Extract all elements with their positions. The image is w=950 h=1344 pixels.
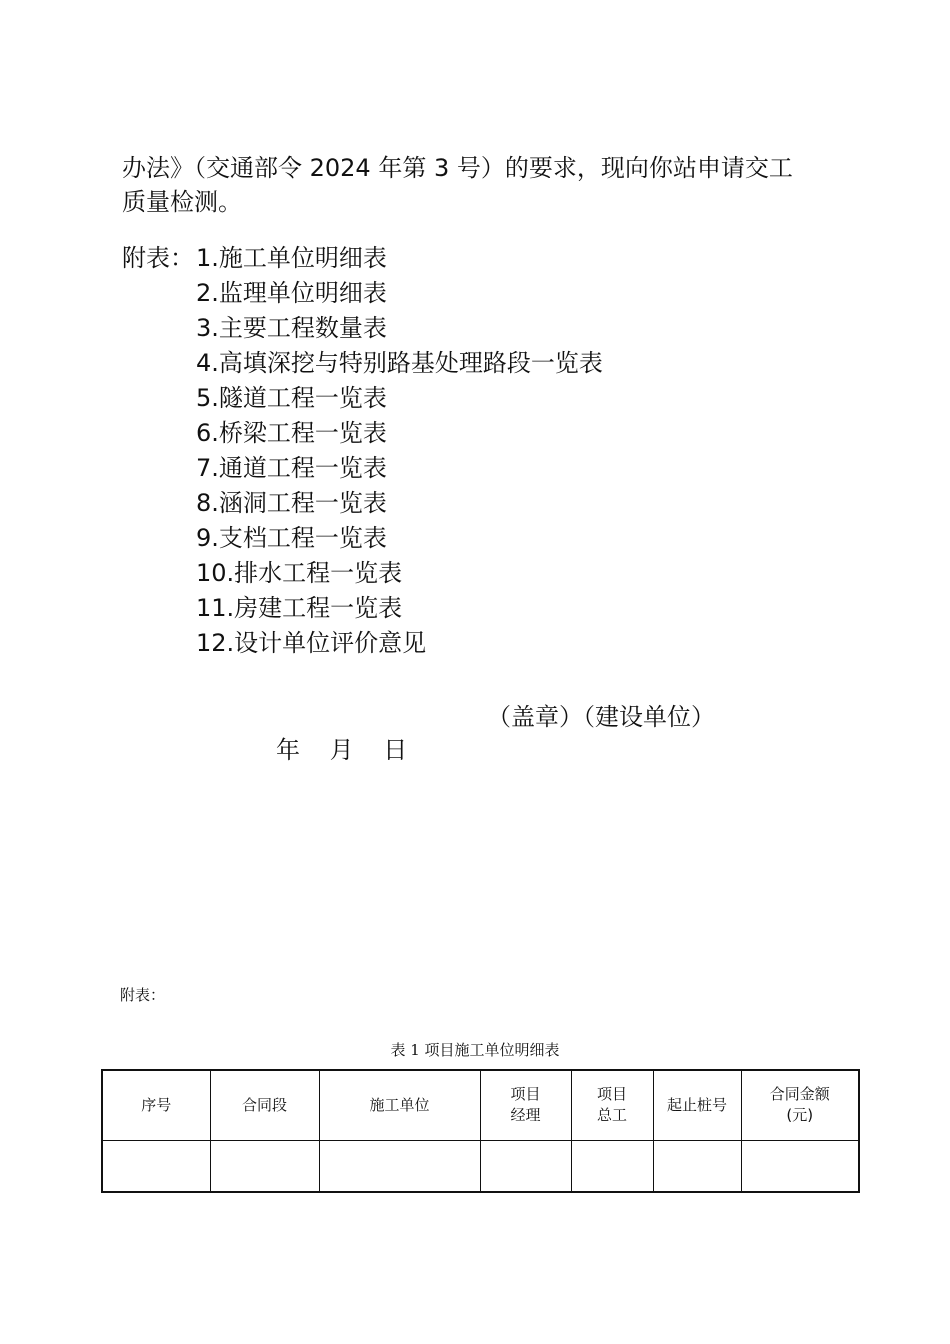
attachments-heading: 附表： <box>122 244 194 272</box>
attachment-item: 12.设计单位评价意见 <box>196 629 427 657</box>
table-cell <box>653 1140 741 1192</box>
attachment-item: 11.房建工程一览表 <box>196 594 403 622</box>
column-header-station-range: 起止桩号 <box>653 1070 741 1140</box>
attachment-item: 3.主要工程数量表 <box>196 314 387 342</box>
attachment-item: 7.通道工程一览表 <box>196 454 387 482</box>
table-cell <box>480 1140 571 1192</box>
attachment-item: 1.施工单位明细表 <box>196 244 387 272</box>
date-month-label: 月 <box>329 736 354 764</box>
attachment-item: 2.监理单位明细表 <box>196 279 387 307</box>
column-header-construction-unit: 施工单位 <box>319 1070 480 1140</box>
column-header-project-manager: 项目 经理 <box>480 1070 571 1140</box>
column-header-contract-amount: 合同金额 (元) <box>741 1070 859 1140</box>
table-cell <box>210 1140 319 1192</box>
column-header-index: 序号 <box>102 1070 210 1140</box>
table-cell <box>571 1140 653 1192</box>
table-title: 表 1 项目施工单位明细表 <box>390 1041 560 1059</box>
table-header-row <box>102 1070 859 1140</box>
table-row <box>102 1140 859 1192</box>
application-paragraph <box>122 151 852 219</box>
paragraph-line-2: 质量检测。 <box>122 188 242 216</box>
date-line <box>276 733 407 767</box>
table-cell <box>319 1140 480 1192</box>
attachment-item: 8.涵洞工程一览表 <box>196 489 387 517</box>
attachment-item: 10.排水工程一览表 <box>196 559 403 587</box>
attachment-item: 4.高填深挖与特别路基处理路段一览表 <box>196 349 603 377</box>
date-day-label: 日 <box>383 736 408 764</box>
attachments-list <box>196 241 603 661</box>
column-header-chief-engineer: 项目 总工 <box>571 1070 653 1140</box>
paragraph-line-1: 办法》（交通部令 2024 年第 3 号）的要求，现向你站申请交工 <box>122 154 793 182</box>
table-cell <box>741 1140 859 1192</box>
seal-line: （盖章）（建设单位） <box>487 703 715 731</box>
attachment-item: 6.桥梁工程一览表 <box>196 419 387 447</box>
column-header-contract-section: 合同段 <box>210 1070 319 1140</box>
attachment-item: 5.隧道工程一览表 <box>196 384 387 412</box>
date-year-label: 年 <box>276 736 300 764</box>
annex-label: 附表： <box>120 986 166 1004</box>
table-cell <box>102 1140 210 1192</box>
construction-units-table <box>101 1069 860 1193</box>
attachment-item: 9.支档工程一览表 <box>196 524 387 552</box>
